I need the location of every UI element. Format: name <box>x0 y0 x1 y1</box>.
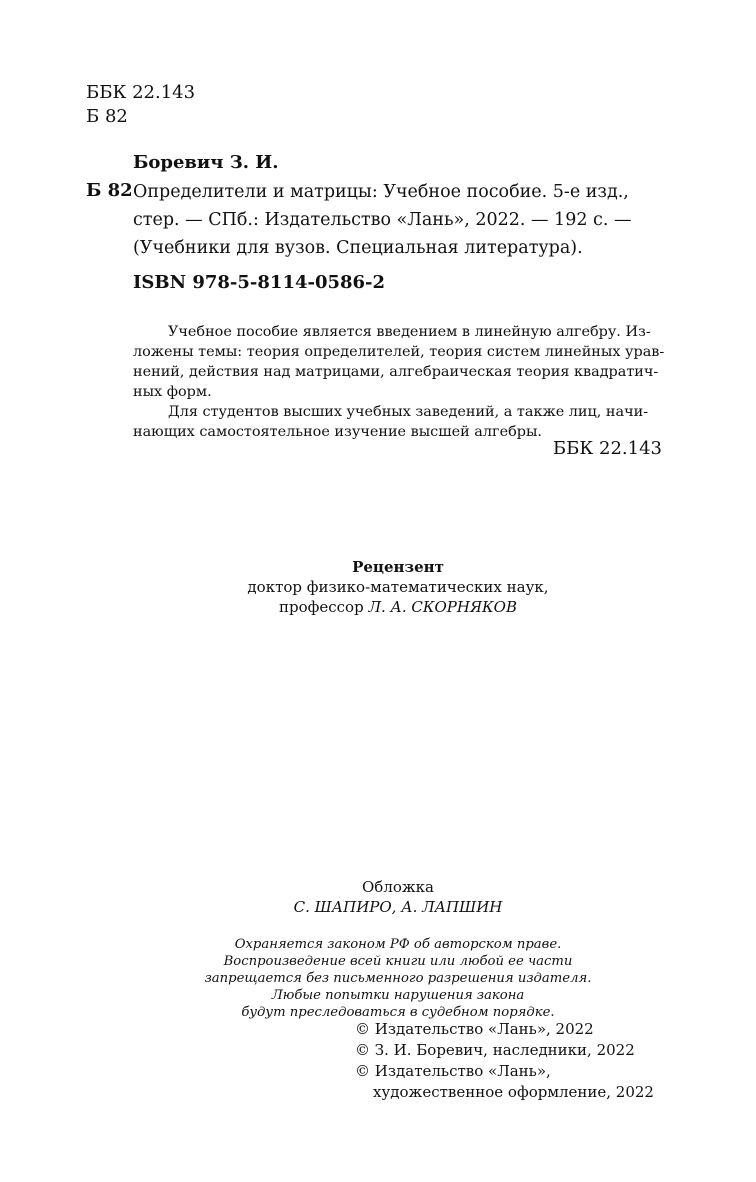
copyright-notice <box>0 936 756 1021</box>
bbk-code-right: ББК 22.143 <box>552 438 662 459</box>
reviewer-prefix: профессор <box>278 598 369 616</box>
abstract-line: Учебное пособие является введением в линейную алгебру. Из- <box>168 324 651 340</box>
reviewer-name-line <box>0 597 756 617</box>
cover-block <box>0 877 756 917</box>
title-line: Определители и матрицы: Учебное пособие. 5-е изд., <box>133 182 629 202</box>
reviewer-name: Л. А. СКОРНЯКОВ <box>368 598 517 616</box>
abstract <box>133 322 663 442</box>
bibliographic-description <box>133 178 663 262</box>
cover-heading: Обложка <box>361 878 434 896</box>
reviewer-heading: Рецензент <box>352 558 444 576</box>
copyright-line: © З. И. Боревич, наследники, 2022 <box>355 1041 635 1059</box>
abstract-line: нающих самостоятельное изучение высшей алгебры. <box>133 424 542 440</box>
isbn: ISBN 978-5-8114-0586-2 <box>133 272 386 293</box>
copyright-line: художественное оформление, 2022 <box>373 1083 654 1101</box>
abstract-line: нений, действия над матрицами, алгебраическая теория квадратич- <box>133 364 659 380</box>
bbk-code: ББК 22.143 <box>86 82 196 103</box>
notice-line: Воспроизведение всей книги или любой ее части <box>223 954 573 969</box>
abstract-line: ложены темы: теория определителей, теория систем линейных урав- <box>133 344 665 360</box>
author-name: Боревич З. И. <box>133 152 279 173</box>
notice-line: Охраняется законом РФ об авторском праве. <box>234 937 562 952</box>
title-line: стер. — СПб.: Издательство «Лань», 2022. — 192 с. — <box>133 210 632 230</box>
author-sign: Б 82 <box>86 106 128 127</box>
copyright-line: © Издательство «Лань», 2022 <box>355 1020 594 1038</box>
abstract-line: ных форм. <box>133 384 212 400</box>
title-line: (Учебники для вузов. Специальная литература). <box>133 238 583 258</box>
cover-names: С. ШАПИРО, А. ЛАПШИН <box>293 898 503 916</box>
reviewer-block <box>0 557 756 617</box>
copyright-line: © Издательство «Лань», <box>355 1062 551 1080</box>
abstract-line: Для студентов высших учебных заведений, а также лиц, начи- <box>168 404 649 420</box>
notice-line: Любые попытки нарушения закона <box>271 988 525 1003</box>
notice-line: запрещается без письменного разрешения издателя. <box>204 971 592 986</box>
reviewer-title: доктор физико-математических наук, <box>247 578 549 596</box>
shelf-mark: Б 82 <box>86 180 133 201</box>
notice-line: будут преследоваться в судебном порядке. <box>241 1005 555 1020</box>
